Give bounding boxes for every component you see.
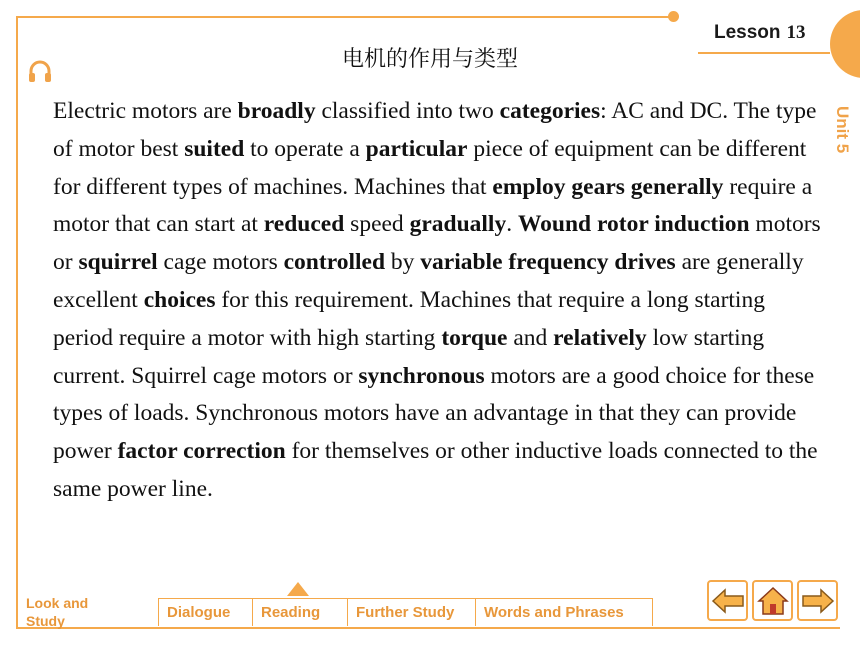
unit-label: Unit 5 (833, 106, 852, 154)
passage-text: cage motors (157, 249, 284, 276)
tab-label-line1: Look and (26, 595, 89, 611)
keyword-text: variable frequency drives (420, 249, 676, 276)
keyword-text: choices (143, 286, 216, 313)
frame-dot (668, 11, 679, 22)
keyword-text: categories (499, 98, 601, 124)
passage-text: . (506, 211, 518, 238)
lesson-number: 13 (786, 22, 806, 43)
tab-dialogue[interactable]: Dialogue (158, 598, 253, 626)
passage-text: motors are a good choice for these types of loads. Synchronous motors have an advantage in that they can provide power (53, 362, 815, 465)
passage-text: and (507, 324, 554, 351)
passage-text: : AC and DC. The type of motor best (53, 98, 817, 162)
passage-text: speed (344, 211, 410, 238)
arrow-left-icon (711, 588, 745, 614)
next-button[interactable] (797, 580, 838, 621)
passage-text: motors or (53, 211, 821, 276)
keyword-text: synchronous (358, 362, 485, 389)
passage-text: for this requirement. Machines that require a long starting period require a motor with high starting (53, 286, 765, 351)
passage-text: by (385, 249, 421, 276)
reading-passage (53, 93, 823, 509)
passage-text: are generally excellent (53, 249, 804, 313)
keyword-text: gradually (409, 211, 507, 238)
passage-text: Electric motors are (53, 98, 238, 124)
passage-text: require a motor that can start at (53, 173, 813, 238)
lesson-label (714, 22, 806, 44)
arrow-right-icon (801, 588, 835, 614)
keyword-text: controlled (283, 249, 386, 276)
frame-left-line (16, 16, 18, 628)
home-icon (757, 586, 789, 616)
keyword-text: employ gears generally (492, 173, 724, 200)
keyword-text: reduced (263, 211, 345, 238)
keyword-text: suited (184, 135, 245, 162)
tab-reading[interactable]: Reading (252, 598, 348, 626)
tab-words-and-phrases[interactable]: Words and Phrases (475, 598, 653, 626)
tab-label-line2: Study (26, 613, 65, 629)
keyword-text: relatively (553, 324, 647, 351)
passage-text: to operate a (244, 135, 366, 162)
home-button[interactable] (752, 580, 793, 621)
keyword-text: particular (365, 135, 468, 162)
keyword-text: torque (441, 324, 508, 351)
page-title: 电机的作用与类型 (341, 47, 518, 72)
tab-look-and-study[interactable] (18, 595, 159, 629)
passage-text: for themselves or other inductive loads connected to the same power line. (53, 438, 818, 502)
keyword-text: factor correction (117, 438, 286, 465)
lesson-text: Lesson (714, 22, 781, 43)
tab-further-study[interactable]: Further Study (347, 598, 476, 626)
frame-top-line (16, 16, 674, 18)
passage-text: classified into two (315, 98, 500, 124)
passage-text: low starting current. Squirrel cage motors or (53, 324, 765, 389)
prev-button[interactable] (707, 580, 748, 621)
keyword-text: squirrel (78, 249, 158, 276)
current-tab-marker (287, 582, 309, 596)
keyword-text: Wound rotor induction (517, 211, 750, 238)
keyword-text: broadly (237, 98, 316, 124)
section-tabs (18, 595, 652, 629)
passage-text: piece of equipment can be different for different types of machines. Machines that (53, 135, 807, 200)
